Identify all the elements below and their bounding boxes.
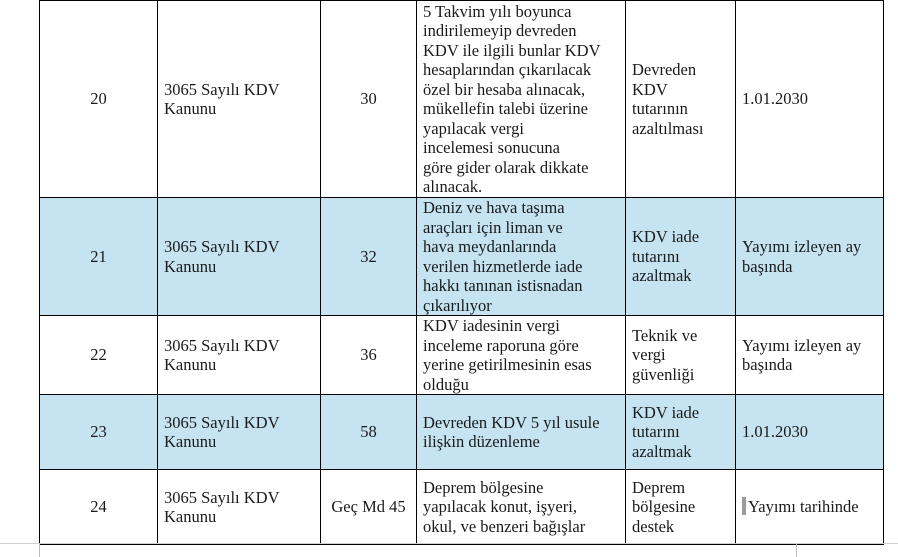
table-row: [40, 316, 884, 395]
provision-cell: Deniz ve hava taşıma araçları için liman ve hava meydanlarında verilen hizmetlerde iade hakkı tanınan istisnadan çıkarılıyor: [417, 198, 626, 316]
text-cursor-marker: [742, 497, 746, 515]
provision-cell: Deprem bölgesine yapılacak konut, işyeri, okul, ve benzeri bağışlar: [417, 470, 626, 545]
effective-date-cell: Yayımı izleyen ay başında: [736, 316, 884, 395]
margin-tick-left: [39, 544, 40, 557]
purpose-cell: KDV iade tutarını azaltmak: [626, 395, 736, 470]
margin-tick-right: [796, 544, 797, 557]
article-cell: 58: [321, 395, 417, 470]
effective-date-cell: 1.01.2030: [736, 395, 884, 470]
row-number: 20: [40, 1, 158, 198]
row-number: 24: [40, 470, 158, 545]
row-number: 22: [40, 316, 158, 395]
effective-date-cell: 1.01.2030: [736, 1, 884, 198]
article-cell: 32: [321, 198, 417, 316]
law-name-cell: [158, 1, 321, 198]
table-row: [40, 1, 884, 198]
row-number: 21: [40, 198, 158, 316]
table-row: [40, 470, 884, 545]
law-name-cell: 3065 Sayılı KDV Kanunu: [158, 198, 321, 316]
article-cell: 30: [321, 1, 417, 198]
purpose-cell: Teknik ve vergi güvenliği: [626, 316, 736, 395]
law-name-cell: 3065 Sayılı KDV Kanunu: [158, 316, 321, 395]
purpose-cell: Deprem bölgesine destek: [626, 470, 736, 545]
law-name-cell: 3065 Sayılı KDV Kanunu: [158, 395, 321, 470]
law-name-line: 3065 Sayılı KDV: [164, 79, 280, 99]
article-cell: Geç Md 45: [321, 470, 417, 545]
table-row: [40, 395, 884, 470]
law-name-cell: 3065 Sayılı KDV Kanunu: [158, 470, 321, 545]
row-number: 23: [40, 395, 158, 470]
page-margin-line: [0, 543, 898, 544]
effective-date-cell: Yayımı izleyen ay başında: [736, 198, 884, 316]
purpose-cell: Devreden KDV tutarının azaltılması: [626, 1, 736, 198]
table-row: [40, 198, 884, 316]
effective-date-cell[interactable]: Yayımı tarihinde: [736, 470, 884, 545]
provision-cell: Devreden KDV 5 yıl usule ilişkin düzenleme: [417, 395, 626, 470]
provision-cell: KDV iadesinin vergi inceleme raporuna göre yerine getirilmesinin esas olduğu: [417, 316, 626, 395]
law-name-line: Kanunu: [164, 99, 217, 118]
provision-cell: 5 Takvim yılı boyunca indirilemeyip devreden KDV ile ilgili bunlar KDV hesaplarından çıkarılacak özel bir hesaba alınacak, mükellefin talebi üzerine yapılacak vergi incelemesi sonucuna göre gider olarak dikkate alınacak.: [417, 1, 626, 198]
purpose-cell: KDV iade tutarını azaltmak: [626, 198, 736, 316]
law-changes-table: [39, 0, 884, 545]
article-cell: 36: [321, 316, 417, 395]
